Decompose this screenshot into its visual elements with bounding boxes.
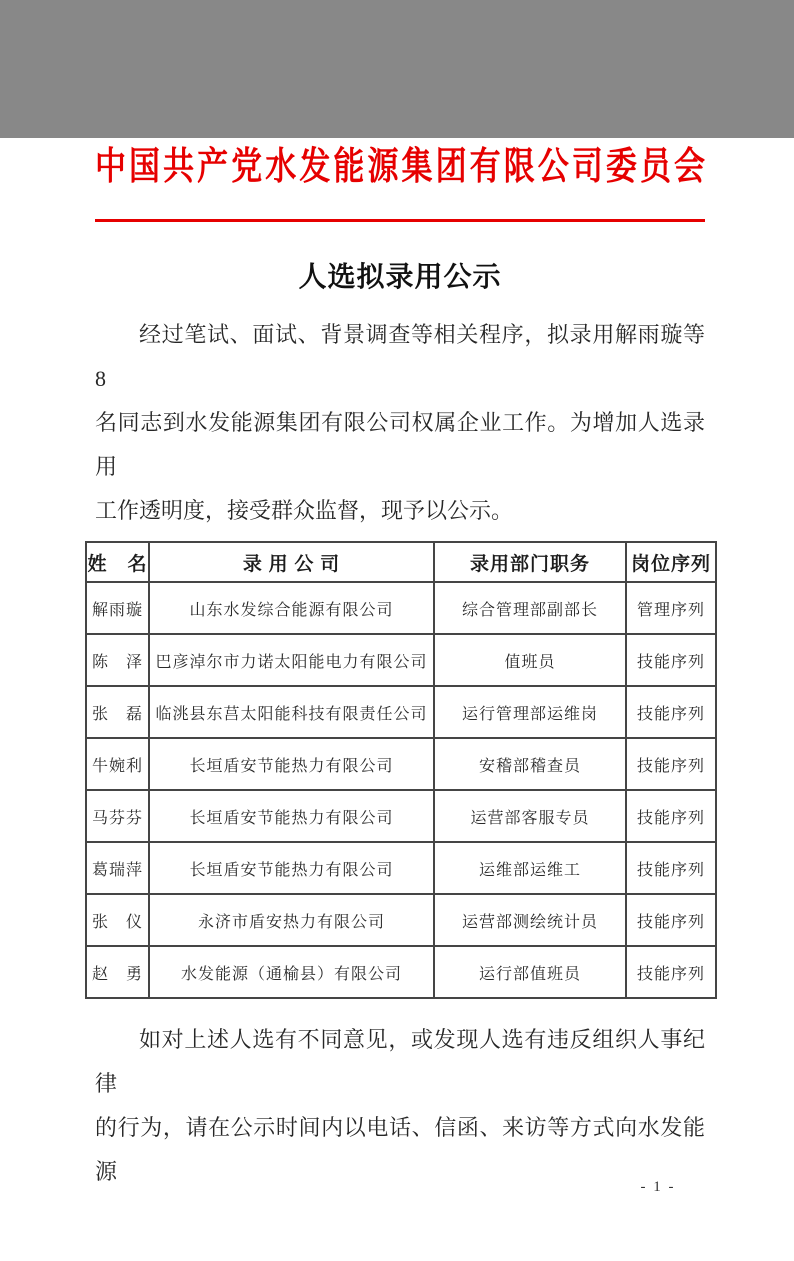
table-cell: 张 仪 — [86, 894, 149, 946]
header-row — [86, 542, 716, 582]
table-cell: 安稽部稽查员 — [434, 738, 626, 790]
intro-paragraph — [95, 313, 705, 533]
header-position: 录用部门职务 — [434, 542, 626, 582]
table-row — [86, 790, 716, 842]
header-company: 录 用 公 司 — [149, 542, 434, 582]
table-cell: 管理序列 — [626, 582, 716, 634]
table-cell: 技能序列 — [626, 894, 716, 946]
table-cell: 运维部运维工 — [434, 842, 626, 894]
table-cell: 葛瑞萍 — [86, 842, 149, 894]
table-cell: 山东水发综合能源有限公司 — [149, 582, 434, 634]
table-row — [86, 634, 716, 686]
table-cell: 临洮县东莒太阳能科技有限责任公司 — [149, 686, 434, 738]
hiring-table-head — [86, 542, 716, 582]
table-row — [86, 946, 716, 998]
notice-title: 人选拟录用公示 — [298, 262, 502, 293]
table-cell: 巴彦淖尔市力诺太阳能电力有限公司 — [149, 634, 434, 686]
table-cell: 值班员 — [434, 634, 626, 686]
closing-line-2: 的行为，请在公示时间内以电话、信函、来访等方式向水发能源 — [95, 1115, 705, 1184]
table-cell: 水发能源（通榆县）有限公司 — [149, 946, 434, 998]
table-cell: 张 磊 — [86, 686, 149, 738]
table-cell: 技能序列 — [626, 634, 716, 686]
table-row — [86, 738, 716, 790]
closing-line-1: 如对上述人选有不同意见，或发现人选有违反组织人事纪律 — [95, 1027, 705, 1096]
intro-line-2: 名同志到水发能源集团有限公司权属企业工作。为增加人选录用 — [95, 410, 705, 479]
table-cell: 马芬芬 — [86, 790, 149, 842]
document-content — [0, 138, 794, 1194]
table-cell: 运行部值班员 — [434, 946, 626, 998]
hiring-table — [85, 541, 717, 999]
intro-line-1: 经过笔试、面试、背景调查等相关程序，拟录用解雨璇等 8 — [95, 322, 705, 391]
table-row — [86, 686, 716, 738]
table-cell: 陈 泽 — [86, 634, 149, 686]
closing-paragraph — [95, 1018, 705, 1194]
table-cell: 技能序列 — [626, 790, 716, 842]
header-name: 姓 名 — [86, 542, 149, 582]
table-cell: 运营部测绘统计员 — [434, 894, 626, 946]
table-cell: 解雨璇 — [86, 582, 149, 634]
table-cell: 技能序列 — [626, 946, 716, 998]
header-job-series: 岗位序列 — [626, 542, 716, 582]
table-cell: 运行管理部运维岗 — [434, 686, 626, 738]
table-cell: 技能序列 — [626, 738, 716, 790]
table-cell: 技能序列 — [626, 686, 716, 738]
table-cell: 长垣盾安节能热力有限公司 — [149, 738, 434, 790]
intro-line-3: 工作透明度，接受群众监督，现予以公示。 — [95, 498, 514, 523]
table-cell: 技能序列 — [626, 842, 716, 894]
hiring-table-body — [86, 582, 716, 998]
table-cell: 运营部客服专员 — [434, 790, 626, 842]
table-cell: 赵 勇 — [86, 946, 149, 998]
table-cell: 牛婉利 — [86, 738, 149, 790]
table-cell: 永济市盾安热力有限公司 — [149, 894, 434, 946]
table-cell: 长垣盾安节能热力有限公司 — [149, 842, 434, 894]
red-divider-line — [95, 219, 705, 222]
page-number: - 1 - — [640, 1179, 676, 1195]
document-page — [0, 138, 794, 1261]
organization-title: 中国共产党水发能源集团有限公司委员会 — [95, 145, 705, 188]
table-row — [86, 582, 716, 634]
table-row — [86, 842, 716, 894]
table-cell: 综合管理部副部长 — [434, 582, 626, 634]
table-cell: 长垣盾安节能热力有限公司 — [149, 790, 434, 842]
table-row — [86, 894, 716, 946]
